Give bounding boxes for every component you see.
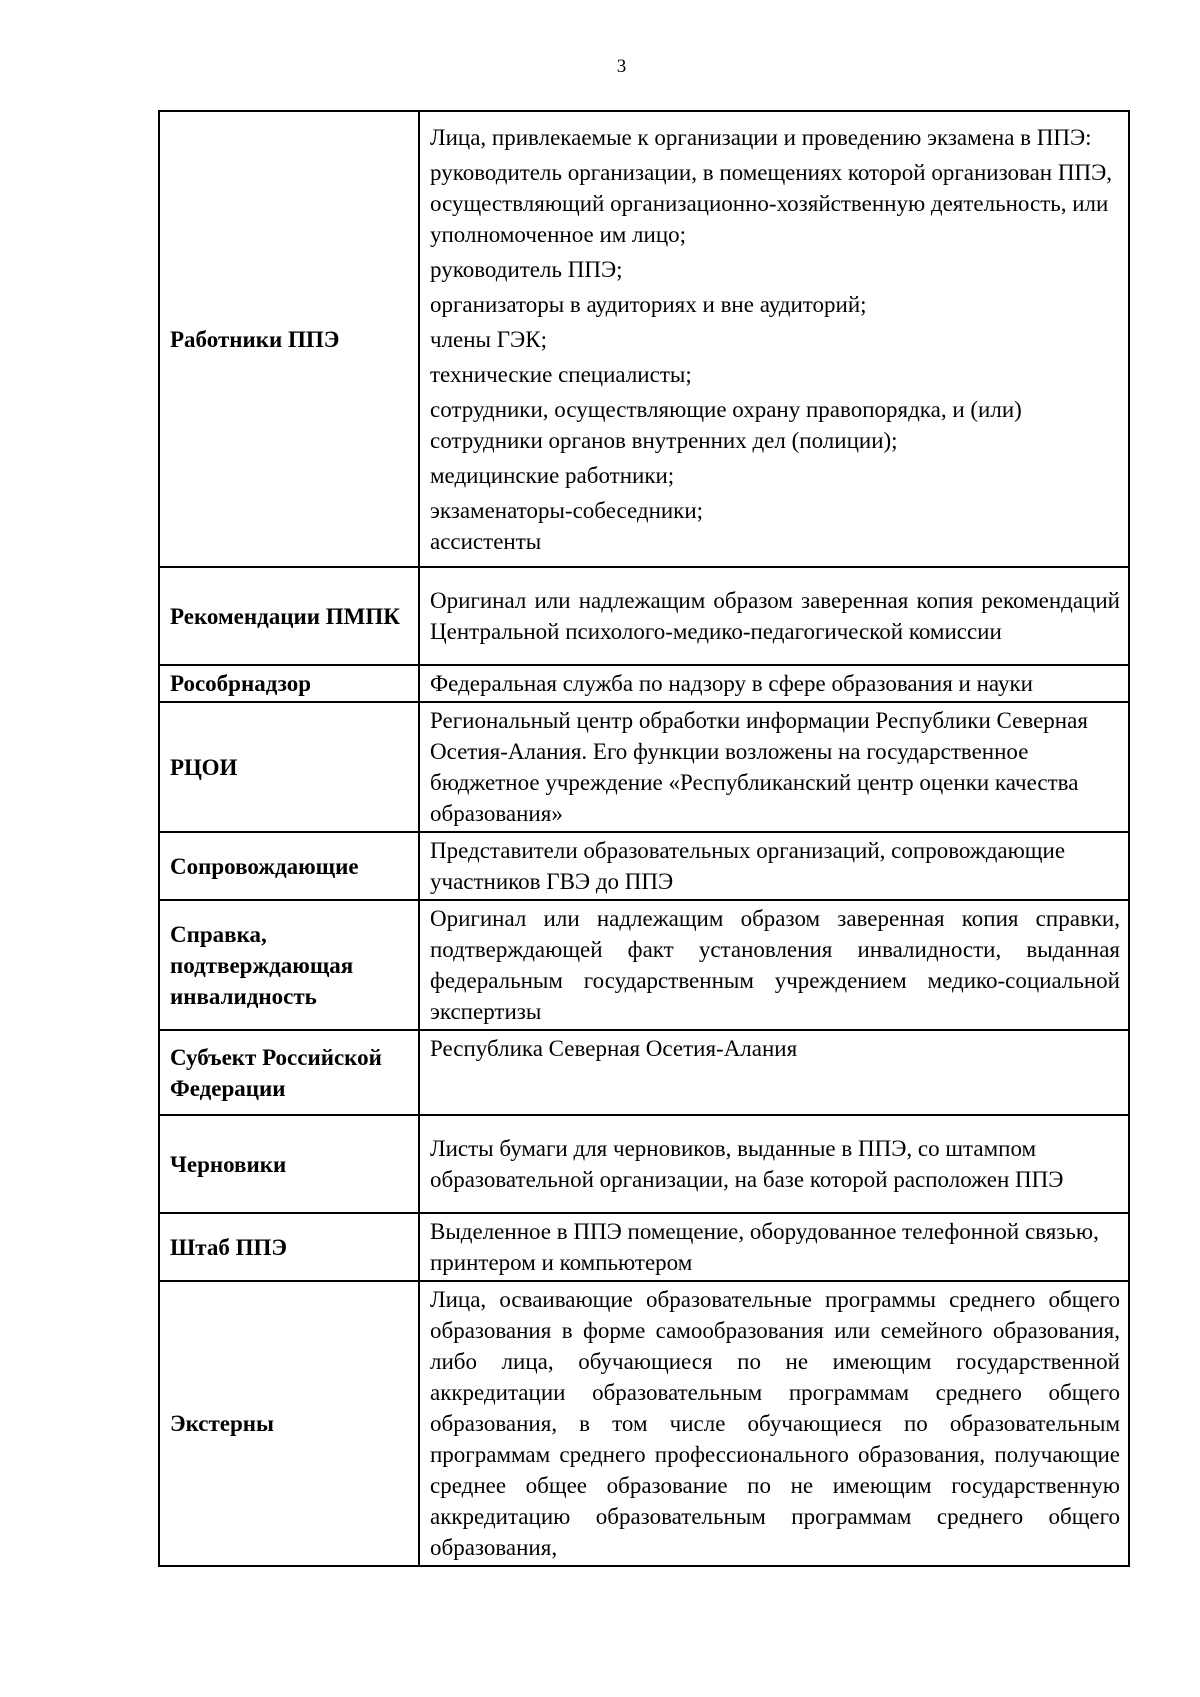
glossary-table (158, 110, 1130, 1567)
definition-line: руководитель организации, в помещениях которой организован ППЭ, осуществляющий организационно-хозяйственную деятельность, или уполномоченное им лицо; (430, 159, 1113, 247)
definition-cell: Региональный центр обработки информации Республики Северная Осетия-Алания. Его функции возложены на государственное бюджетное учреждение «Республиканский центр оценки качества образования» (419, 702, 1129, 832)
definition-line: экзаменаторы-собеседники; (430, 497, 704, 523)
definition-line: технические специалисты; (430, 361, 692, 387)
table-row (159, 1281, 1129, 1566)
definition-cell (419, 111, 1129, 567)
definition-line: руководитель ППЭ; (430, 256, 623, 282)
term-cell: Работники ППЭ (159, 111, 419, 567)
definition-line: организаторы в аудиториях и вне аудиторий; (430, 291, 867, 317)
table-row (159, 1213, 1129, 1281)
table-row (159, 900, 1129, 1030)
definition-line: члены ГЭК; (430, 326, 547, 352)
definition-cell: Выделенное в ППЭ помещение, оборудованное телефонной связью, принтером и компьютером (419, 1213, 1129, 1281)
definition-cell: Листы бумаги для черновиков, выданные в ППЭ, со штампом образовательной организации, на базе которой расположен ППЭ (419, 1115, 1129, 1213)
definition-cell: Республика Северная Осетия-Алания (419, 1030, 1129, 1115)
term-cell: Рекомендации ПМПК (159, 567, 419, 665)
definition-cell: Оригинал или надлежащим образом заверенная копия рекомендаций Центральной психолого-медико-педагогической комиссии (419, 567, 1129, 665)
definition-cell: Представители образовательных организаций, сопровождающие участников ГВЭ до ППЭ (419, 832, 1129, 900)
table-row (159, 111, 1129, 567)
term-cell: Рособрнадзор (159, 665, 419, 702)
definition-cell: Лица, осваивающие образовательные программы среднего общего образования в форме самообразования или семейного образования, либо лица, обучающиеся по не имеющим государственной аккредитации образовательным программам среднего общего образования, в том числе обучающиеся по образовательным программам среднего профессионального образования, получающие среднее общее образование по не имеющим государственную аккредитацию образовательным программам среднего общего образования, (419, 1281, 1129, 1566)
table-row (159, 702, 1129, 832)
table-row (159, 665, 1129, 702)
table-row (159, 567, 1129, 665)
term-cell: Субъект Российской Федерации (159, 1030, 419, 1115)
definition-line: Лица, привлекаемые к организации и проведению экзамена в ППЭ: (430, 124, 1092, 150)
term-cell: Черновики (159, 1115, 419, 1213)
term-cell: Штаб ППЭ (159, 1213, 419, 1281)
term-cell: Справка, подтверждающая инвалидность (159, 900, 419, 1030)
definition-cell: Оригинал или надлежащим образом заверенная копия справки, подтверждающей факт установления инвалидности, выданная федеральным государственным учреждением медико-социальной экспертизы (419, 900, 1129, 1030)
table-row (159, 1030, 1129, 1115)
table-row (159, 1115, 1129, 1213)
definition-line: ассистенты (430, 528, 542, 554)
definition-cell: Федеральная служба по надзору в сфере образования и науки (419, 665, 1129, 702)
term-cell: Экстерны (159, 1281, 419, 1566)
term-cell: Сопровождающие (159, 832, 419, 900)
table-row (159, 832, 1129, 900)
page-number: 3 (616, 56, 627, 77)
definition-line: медицинские работники; (430, 462, 675, 488)
definition-line: сотрудники, осуществляющие охрану правопорядка, и (или) сотрудники органов внутренних дел (полиции); (430, 396, 1022, 453)
term-cell: РЦОИ (159, 702, 419, 832)
